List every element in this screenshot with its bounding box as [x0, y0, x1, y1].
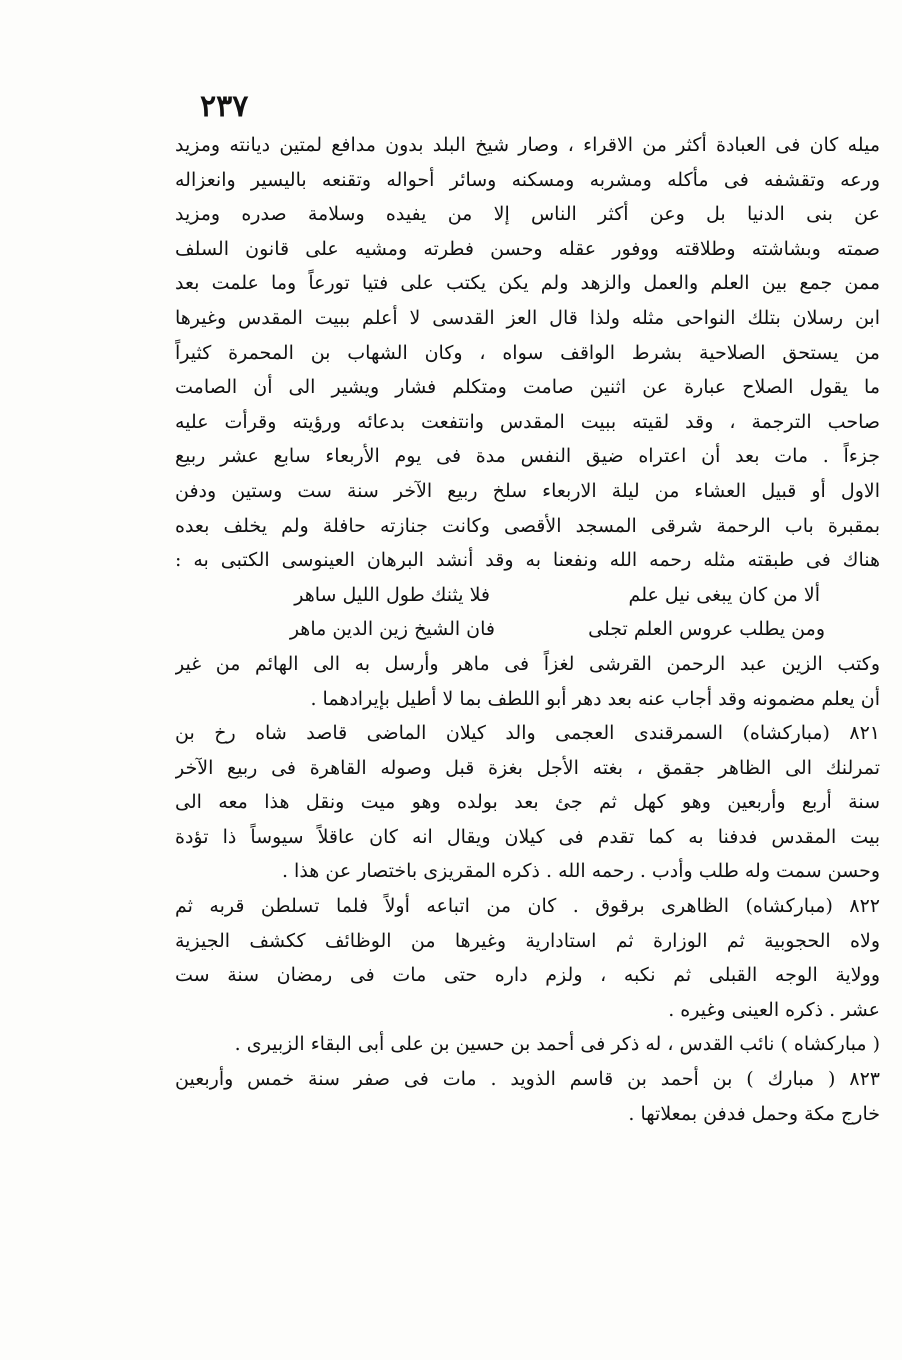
text-line: ابن رسلان بتلك النواحى مثله ولذا قال العز القدسى لا أعلم ببيت المقدس وغيرها — [175, 306, 880, 329]
verse-line — [175, 612, 880, 647]
entry-line: وحسن سمت وله طلب وأدب . رحمه الله . ذكره المقريزى باختصار عن هذا . — [281, 860, 880, 883]
text-line: ورعه وتقشفه فى مأكله ومشربه ومسكنه وسائر أحواله وتقنعه باليسير وانعزاله — [175, 168, 880, 191]
entry-line: عشر . ذكره العينى وغيره . — [668, 998, 880, 1021]
text-line: هناك فى طبقته مثله رحمه الله ونفعنا به وقد أنشد البرهان العينوسى الكتبى به : — [175, 549, 880, 572]
verse-hemistich-second: فان الشيخ زين الدين ماهر — [289, 618, 495, 641]
text-line: صمته وبشاشته وطلاقته ووفور عقله وحسن فطرته ومشيه على قانون السلف — [175, 237, 880, 260]
text-line: أن يعلم مضمونه وقد أجاب عنه بعد دهر أبو اللطف بما لا أطيل بإيرادهما . — [310, 687, 880, 710]
entry-822 — [175, 889, 880, 1027]
text-line: ما يقول الصلاح عبارة عن اثنين صامت ومتكلم فشار ويشير الى أن الصامت — [175, 376, 880, 399]
entry-821 — [175, 716, 880, 889]
page-number: ٢٣٧ — [200, 89, 249, 124]
entry-line: ولاه الحجوبية ثم الوزارة ثم استادارية وغيرها من الوظائف ككشف الجيزية — [175, 929, 880, 952]
entry-line: وولاية الوجه القبلى ثم نكبه ، ولزم داره حتى مات فى رمضان سنة ست — [175, 964, 880, 987]
text-line: عن بنى الدنيا بل وعن أكثر الناس إلا من يفيده وسلامة صدره ومزيد — [175, 203, 880, 226]
text-line: من يستحق الصلاحية بشرط الواقف سواه ، وكان الشهاب بن المحمرة كثيراً — [175, 341, 880, 364]
entry-line: بيت المقدس فدفنا به كما تقدم فى كيلان ويقال انه كان عاقلاً سيوساً ذا تؤدة — [175, 825, 880, 848]
entry-line: ( مباركشاه ) نائب القدس ، له ذكر فى أحمد بن حسين بن على أبى البقاء الزبيرى . — [234, 1033, 880, 1056]
entry-line: خارج مكة وحمل فدفن بمعلاتها . — [628, 1102, 880, 1125]
verse-hemistich-first: ألا من كان يبغى نيل علم — [628, 583, 820, 606]
text-line: ميله كان فى العبادة أكثر من الاقراء ، وصار شيخ البلد بدون مدافع لمتين ديانته ومزيد — [175, 134, 880, 156]
text-line: الاول أو قبيل العشاء من ليلة الاربعاء سلخ ربيع الآخر سنة ست وستين ودفن — [175, 479, 880, 502]
entry-line: تمرلنك الى الظاهر جقمق ، بغته الأجل بغزة قبل وصوله القاهرة فى ربيع الآخر — [175, 756, 880, 779]
text-line: صاحب الترجمة ، وقد لقيته ببيت المقدس وانتفعت بدعائه ورؤيته وقرأت عليه — [175, 410, 880, 433]
page-body — [175, 128, 880, 1131]
text-line: وكتب الزين عبد الرحمن القرشى لغزاً فى ماهر وأرسل به الى الهائم من غير — [175, 652, 880, 675]
entry-line: ٨٢٣ ( مبارك ) بن أحمد بن قاسم الذويد . مات فى صفر سنة خمس وأربعين — [175, 1068, 880, 1091]
verse-line — [175, 578, 880, 613]
entry-line: ٨٢١ (مباركشاه) السمرقندى العجمى والد كيلان الماضى قاصد شاه رخ بن — [175, 722, 880, 745]
entry-mubarakshah-naib-al-quds — [175, 1027, 880, 1062]
entry-line: ٨٢٢ (مباركشاه) الظاهرى برقوق . كان من اتباعه أولاً فلما تسلطن قربه ثم — [175, 895, 880, 918]
text-line: ممن جمع بين العلم والعمل والزهد ولم يكن يكتب على فتيا تورعاً وما علمت بعد — [175, 272, 880, 295]
entry-line: سنة أربع وأربعين وهو كهل ثم جئ بعد بولده وهو ميت ونقل هذا معه الى — [175, 791, 880, 814]
entry-823 — [175, 1062, 880, 1131]
verse-hemistich-second: فلا يثنك طول الليل ساهر — [294, 583, 490, 606]
text-line: جزءاً . مات بعد أن اعتراه ضيق النفس مدة فى يوم الأربعاء سابع عشر ربيع — [175, 445, 880, 468]
text-line: بمقبرة باب الرحمة شرقى المسجد الأقصى وكانت جنازته حافلة ولم يخلف بعده — [175, 514, 880, 537]
verse-hemistich-first: ومن يطلب عروس العلم تجلى — [588, 618, 825, 641]
